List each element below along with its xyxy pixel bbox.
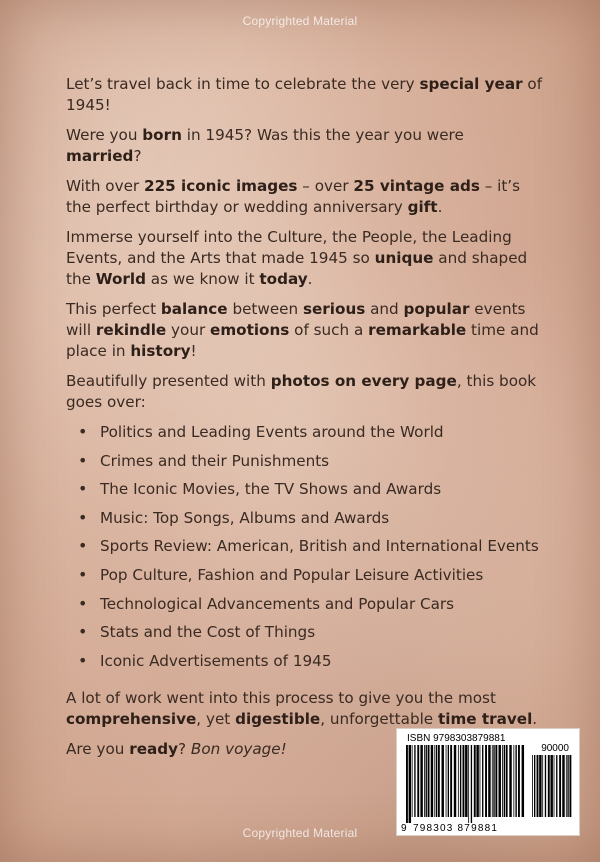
intro-paragraph: Let’s travel back in time to celebrate the very special year of 1945! [66, 75, 543, 114]
list-item: • Stats and the Cost of Things [78, 622, 544, 651]
barcode-bar [537, 755, 539, 817]
barcode-bar [468, 745, 469, 823]
time-travel-paragraph: A lot of work went into this process to give you the most comprehensive, yet digestible, unforgettable time travel. [66, 689, 538, 729]
list-item: • Politics and Leading Events around the World [78, 422, 544, 451]
images-gift-paragraph: With over 225 iconic images – over 25 vintage ads – it’s the perfect birthday or wedding anniversary gift. [66, 177, 521, 216]
isbn-label: ISBN 9798303879881 [407, 733, 506, 744]
barcode-bar [442, 745, 444, 817]
barcode-bar [420, 745, 422, 817]
barcode-first-digit: 9 [401, 823, 407, 834]
barcode-bar [542, 755, 543, 817]
barcode-bar [454, 745, 456, 817]
list-item: • Music: Top Songs, Albums and Awards [78, 508, 544, 537]
barcode-bar [566, 755, 567, 817]
barcode-bar [504, 745, 505, 817]
barcode-bar [417, 745, 419, 817]
barcode-bar [426, 745, 427, 817]
barcode-bar [492, 745, 493, 817]
barcode-bar [569, 755, 571, 817]
barcode-bar [458, 745, 459, 817]
barcode-bar [532, 755, 533, 817]
barcode-bar [515, 745, 516, 817]
barcode-bar [428, 745, 430, 817]
immerse-paragraph: Immerse yourself into the Culture, the People, the Leading Events, and the Arts that made 1945 so unique and shaped the World as we know it today. [66, 228, 528, 288]
barcode-bar [522, 745, 524, 817]
barcode-bar [463, 745, 465, 817]
list-item: • The Iconic Movies, the TV Shows and Awards [78, 479, 544, 508]
barcode-bar [412, 745, 413, 817]
barcode-bar [567, 755, 568, 817]
barcode-bar [545, 755, 546, 817]
balance-paragraph: This perfect balance between serious and popular events will rekindle your emotions of such a remarkable time and place in history! [66, 300, 539, 360]
addon-barcode-bars [531, 755, 573, 823]
list-item: • Pop Culture, Fashion and Popular Leisure Activities [78, 565, 544, 594]
barcode-bar [471, 745, 472, 823]
barcode-bar [539, 755, 541, 817]
born-married-paragraph: Were you born in 1945? Was this the year you were married? [66, 126, 464, 165]
closing-paragraph: Are you ready? Bon voyage! [66, 740, 287, 759]
barcode-bar [424, 745, 425, 817]
barcode-bar [488, 745, 490, 817]
barcode-bar [480, 745, 481, 817]
barcode-bar [406, 745, 408, 823]
barcode-bar [482, 745, 483, 817]
list-item: • Sports Review: American, British and International Events [78, 536, 544, 565]
isbn-barcode [396, 728, 580, 836]
barcode-bar [559, 755, 561, 817]
list-item: • Iconic Advertisements of 1945 [78, 651, 544, 680]
list-item: • Crimes and their Punishments [78, 451, 544, 480]
barcode-bar [550, 755, 552, 817]
barcode-bar [502, 745, 503, 817]
barcode-bar [465, 745, 467, 817]
barcode-bar [509, 745, 511, 817]
barcode-bar [554, 755, 555, 817]
photos-paragraph: Beautifully presented with photos on every page, this book goes over: [66, 372, 537, 411]
barcode-bar [436, 745, 437, 817]
list-item: • Technological Advancements and Popular Cars [78, 594, 544, 623]
barcode-bar [414, 745, 415, 817]
ean-barcode-bars [405, 745, 525, 823]
barcode-bar [431, 745, 433, 817]
barcode-bar [434, 745, 435, 817]
price-code: 90000 [541, 743, 569, 754]
barcode-bar [476, 745, 478, 817]
watermark-top: Copyrighted Material [242, 14, 358, 28]
barcode-bar [460, 745, 461, 817]
barcode-bar [534, 755, 535, 817]
barcode-bar [513, 745, 514, 817]
barcode-bar [548, 755, 550, 817]
back-cover-text [66, 74, 544, 769]
barcode-bar [562, 755, 564, 817]
barcode-bar [409, 745, 411, 823]
watermark-bottom: Copyrighted Material [242, 826, 358, 840]
barcode-bar [448, 745, 449, 817]
barcode-bar [518, 745, 520, 817]
barcode-bar [446, 745, 447, 817]
barcode-bar [485, 745, 487, 817]
barcode-bar [450, 745, 452, 817]
contents-list [78, 422, 544, 679]
barcode-bar [556, 755, 557, 817]
barcode-digits: 798303 879881 [413, 823, 499, 834]
barcode-bar [493, 745, 494, 817]
barcode-bar [506, 745, 508, 817]
barcode-bar [474, 745, 476, 817]
barcode-bar [499, 745, 501, 817]
barcode-bar [495, 745, 497, 817]
barcode-bar [438, 745, 440, 817]
